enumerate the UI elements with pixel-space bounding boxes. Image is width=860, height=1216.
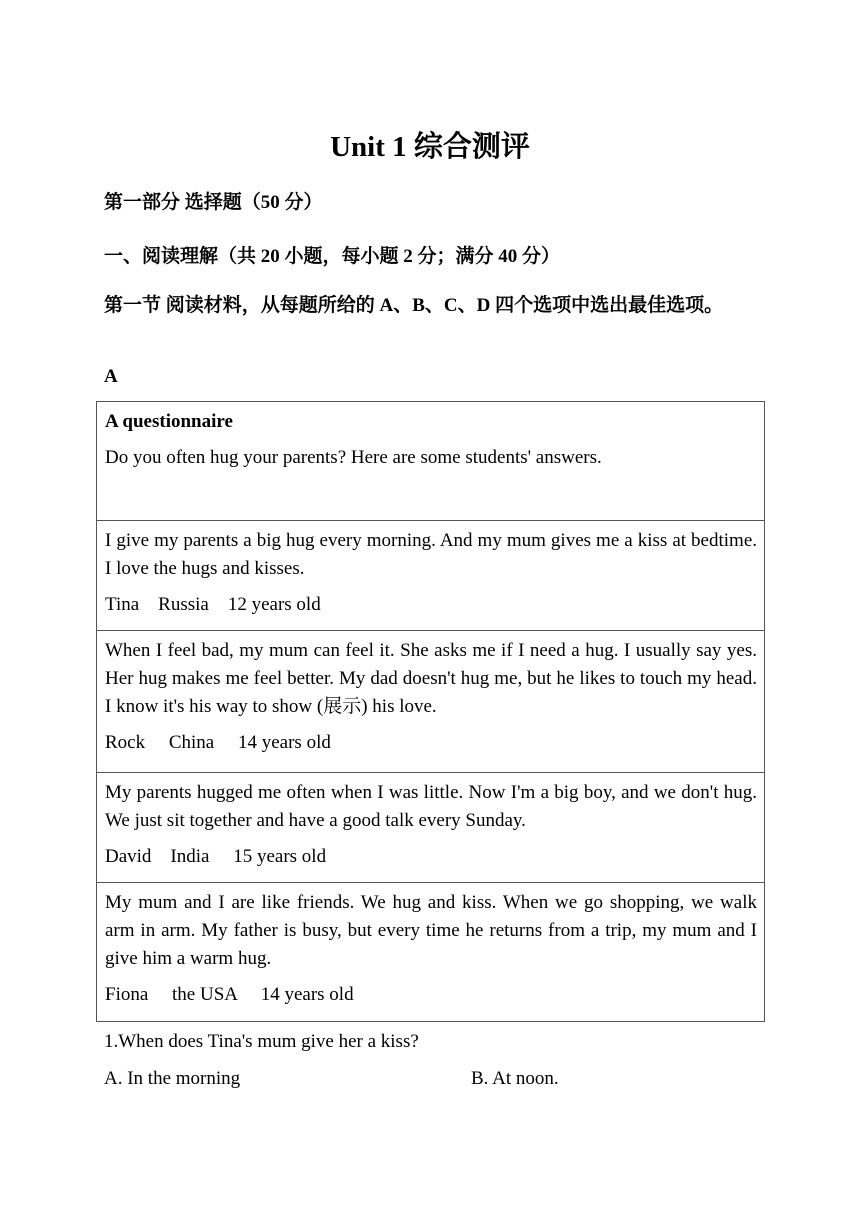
answer-signature: Rock China 14 years old <box>105 732 331 753</box>
table-row <box>97 883 765 1022</box>
instruction-text: 第一节 阅读材料，从每题所给的 A、B、C、D 四个选项中选出最佳选项。 <box>104 295 724 316</box>
answer-cell <box>97 631 765 773</box>
answer-cell <box>97 521 765 631</box>
answer-cell <box>97 883 765 1022</box>
option-a: A. In the morning <box>104 1068 241 1089</box>
question-stem: 1.When does Tina's mum give her a kiss? <box>104 1031 419 1052</box>
table-row <box>97 631 765 773</box>
page-title: Unit 1 综合测评 <box>330 131 530 163</box>
option-b: B. At noon. <box>471 1068 559 1089</box>
passage-label: A <box>104 366 118 387</box>
answer-signature: Tina Russia 12 years old <box>105 594 321 615</box>
table-row <box>97 521 765 631</box>
answer-text: My parents hugged me often when I was little. Now I'm a big boy, and we don't hug. We just sit together and have a good talk every Sunday. <box>105 782 757 831</box>
answer-cell <box>97 773 765 883</box>
questionnaire-header-cell <box>97 402 765 521</box>
answer-text: My mum and I are like friends. We hug and kiss. When we go shopping, we walk arm in arm. My father is busy, but every time he returns from a trip, my mum and I give him a warm hug. <box>105 892 757 969</box>
questionnaire-table <box>96 401 765 1022</box>
answer-text: I give my parents a big hug every morning. And my mum gives me a kiss at bedtime. I love the hugs and kisses. <box>105 530 757 579</box>
answer-text: When I feel bad, my mum can feel it. She asks me if I need a hug. I usually say yes. Her hug makes me feel better. My dad doesn't hug me, but he likes to touch my head. I know it's his way to show (展示) his love. <box>105 640 757 717</box>
questionnaire-header-row <box>97 402 765 521</box>
part-heading: 第一部分 选择题（50 分） <box>104 192 323 213</box>
answer-signature: Fiona the USA 14 years old <box>105 984 354 1005</box>
section-heading: 一、阅读理解（共 20 小题，每小题 2 分；满分 40 分） <box>104 246 561 267</box>
table-row <box>97 773 765 883</box>
questionnaire-intro: Do you often hug your parents? Here are some students' answers. <box>105 447 602 468</box>
answer-signature: David India 15 years old <box>105 846 327 867</box>
questionnaire-title: A questionnaire <box>105 411 233 432</box>
